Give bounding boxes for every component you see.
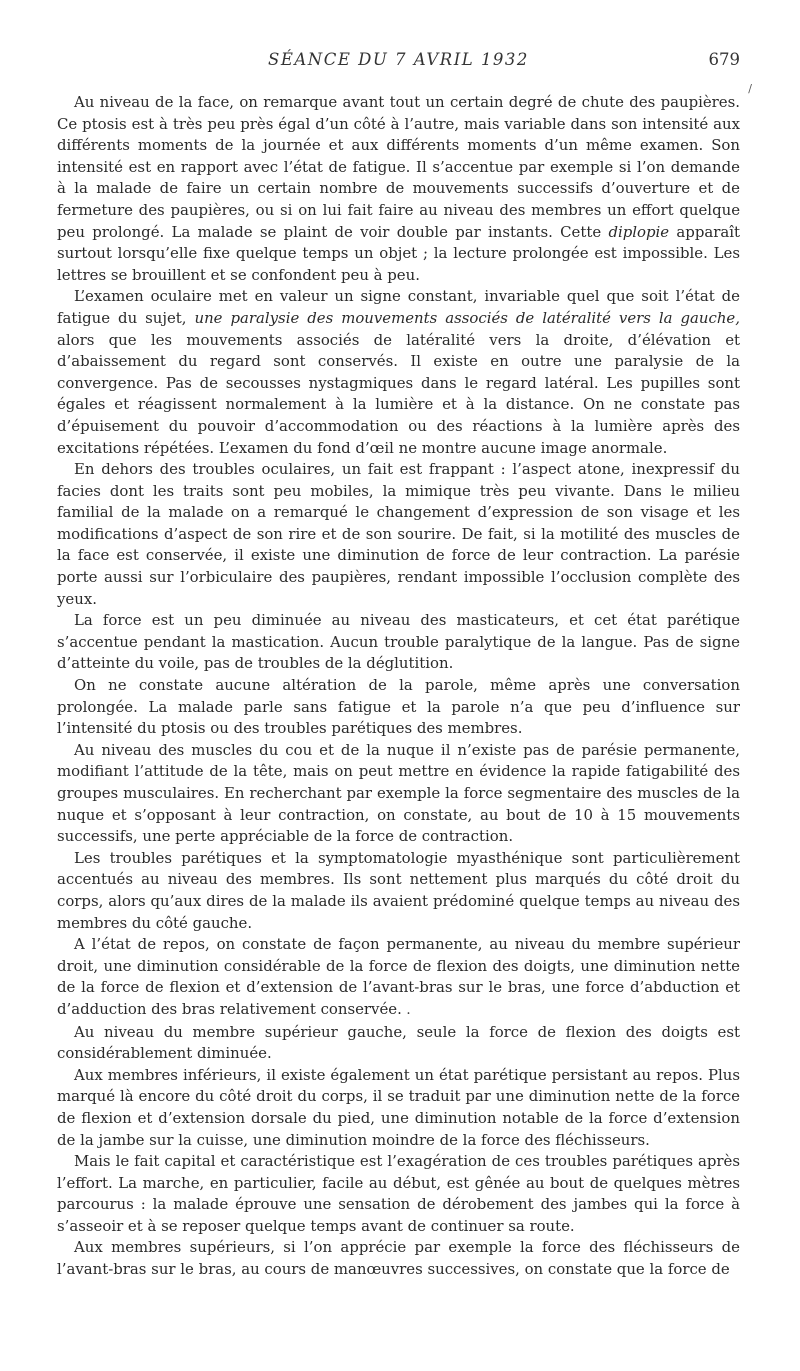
stray-mark: . — [401, 1001, 411, 1018]
paragraph — [57, 459, 740, 610]
paragraph — [57, 675, 740, 740]
text-run: L’examen oculaire met en valeur un signe constant, invariable quel que soit l’état de fatigue du sujet, — [57, 287, 740, 327]
page-number: 679 — [708, 50, 740, 69]
text-run: Aux membres supérieurs, si l’on apprécie par exemple la force des fléchisseurs de l’avant-bras sur le bras, au cours de manœuvres successives, on constate que la force de — [57, 1238, 740, 1279]
paragraph — [57, 92, 740, 286]
text-run: La force est un peu diminuée au niveau des masticateurs, et cet état parétique s’accentue pendant la mastication. Aucun trouble paralytique de la langue. Pas de signe d’atteinte du voile, pas de troubles de la déglutition. — [57, 611, 740, 673]
text-run: Mais le fait capital et caractéristique est l’exagération de ces troubles parétiques après l’effort. La marche, en particulier, facile au début, est gênée au bout de quelques mètres parcourus : la malade éprouve une sensation de dérobement des jambes qui la force à s’asseoir et à se reposer quelque temps avant de continuer sa route. — [57, 1152, 740, 1235]
italic-text: une paralysie des mouvements associés de latéralité vers la gauche, — [194, 308, 740, 327]
corner-mark: / — [748, 82, 752, 95]
text-run: Au niveau des muscles du cou et de la nuque il n’existe pas de parésie permanente, modifiant l’attitude de la tête, mais on peut mettre en évidence la rapide fatigabilité des groupes musculaires. En recherchant par exemple la force segmentaire des muscles de la nuque et s’opposant à leur contraction, on constate, au bout de 10 à 15 mouvements successifs, une perte appréciable de la force de contraction. — [57, 740, 740, 846]
text-run: apparaît surtout lorsqu’elle fixe quelque temps un objet ; la lecture prolongée est impossible. Les lettres se brouillent et se confondent peu à peu. — [57, 222, 740, 284]
text-run: Aux membres inférieurs, il existe également un état parétique persistant au repos. Plus marqué là encore du côté droit du corps, il se traduit par une diminution nette de la force de flexion et d’extension dorsale du pied, une diminution notable de la force d’extension de la jambe sur la cuisse, une diminution moindre de la force des fléchisseurs. — [57, 1065, 740, 1149]
text-run: Au niveau du membre supérieur gauche, seule la force de flexion des doigts est considérablement diminuée. — [57, 1022, 740, 1063]
paragraph — [57, 610, 740, 675]
running-title: SÉANCE DU 7 AVRIL 1932 — [268, 50, 529, 69]
body-text — [57, 92, 740, 1281]
paragraph — [57, 1151, 740, 1237]
text-run: En dehors des troubles oculaires, un fait est frappant : l’aspect atone, inexpressif du facies dont les traits sont peu mobiles, la mimique très peu vivante. Dans le milieu familial de la malade on a remarqué le changement d’expression de son visage et les modifications d’aspect de son rire et de son sourire. De fait, si la motilité des muscles de la face est conservée, il existe une diminution de force de leur contraction. La parésie porte aussi sur l’orbiculaire des paupières, rendant impossible l’occlusion complète des yeux. — [57, 460, 740, 608]
paragraph — [57, 286, 740, 459]
text-run: alors que les mouvements associés de latéralité vers la droite, d’élévation et d’abaissement du regard sont conservés. Il existe en outre une paralysie de la convergence. Pas de secousses nystagmiques dans le regard latéral. Les pupilles sont égales et réagissent normalement à la lumière et à la distance. On ne constate pas d’épuisement du pouvoir d’accommodation ou des réactions à la lumière après des excitations répétées. L’examen du fond d’œil ne montre aucune image anormale. — [57, 330, 740, 457]
paragraph — [57, 1237, 740, 1280]
text-run: Au niveau de la face, on remarque avant tout un certain degré de chute des paupières. Ce ptosis est à très peu près égal d’un côté à l’autre, mais variable dans son intensité aux différents moments de la journée et aux différents moments d’un même examen. Son intensité est en rapport avec l’état de fatigue. Il s’accentue par exemple si l’on demande à la malade de faire un certain nombre de mouvements successifs d’ouverture et de fermeture des paupières, ou si on lui fait faire au niveau des membres un effort quelque peu prolongé. La malade se plaint de voir double par instants. Cette — [57, 93, 740, 241]
paragraph — [57, 934, 740, 1021]
document-page — [57, 50, 752, 1281]
paragraph — [57, 1065, 740, 1151]
text-run: A l’état de repos, on constate de façon permanente, au niveau du membre supérieur droit, une diminution considérable de la force de flexion des doigts, une diminution nette de la force de flexion et d’extension de l’avant-bras sur le bras, une force d’abduction et d’adduction des bras relativement conservée. — [57, 935, 740, 1018]
text-run: Les troubles parétiques et la symptomatologie myasthénique sont particulièrement accentués au niveau des membres. Ils sont nettement plus marqués du côté droit du corps, alors qu’aux dires de la malade ils avaient prédominé quelque temps au niveau des membres du côté gauche. — [57, 848, 740, 932]
paragraph — [57, 740, 740, 848]
text-run: On ne constate aucune altération de la parole, même après une conversation prolongée. La malade parle sans fatigue et la parole n’a que peu d’influence sur l’intensité du ptosis ou des troubles parétiques des membres. — [57, 676, 740, 738]
running-head — [57, 50, 752, 95]
paragraph — [57, 1022, 740, 1065]
italic-text: diplopie — [608, 222, 670, 241]
paragraph — [57, 848, 740, 934]
